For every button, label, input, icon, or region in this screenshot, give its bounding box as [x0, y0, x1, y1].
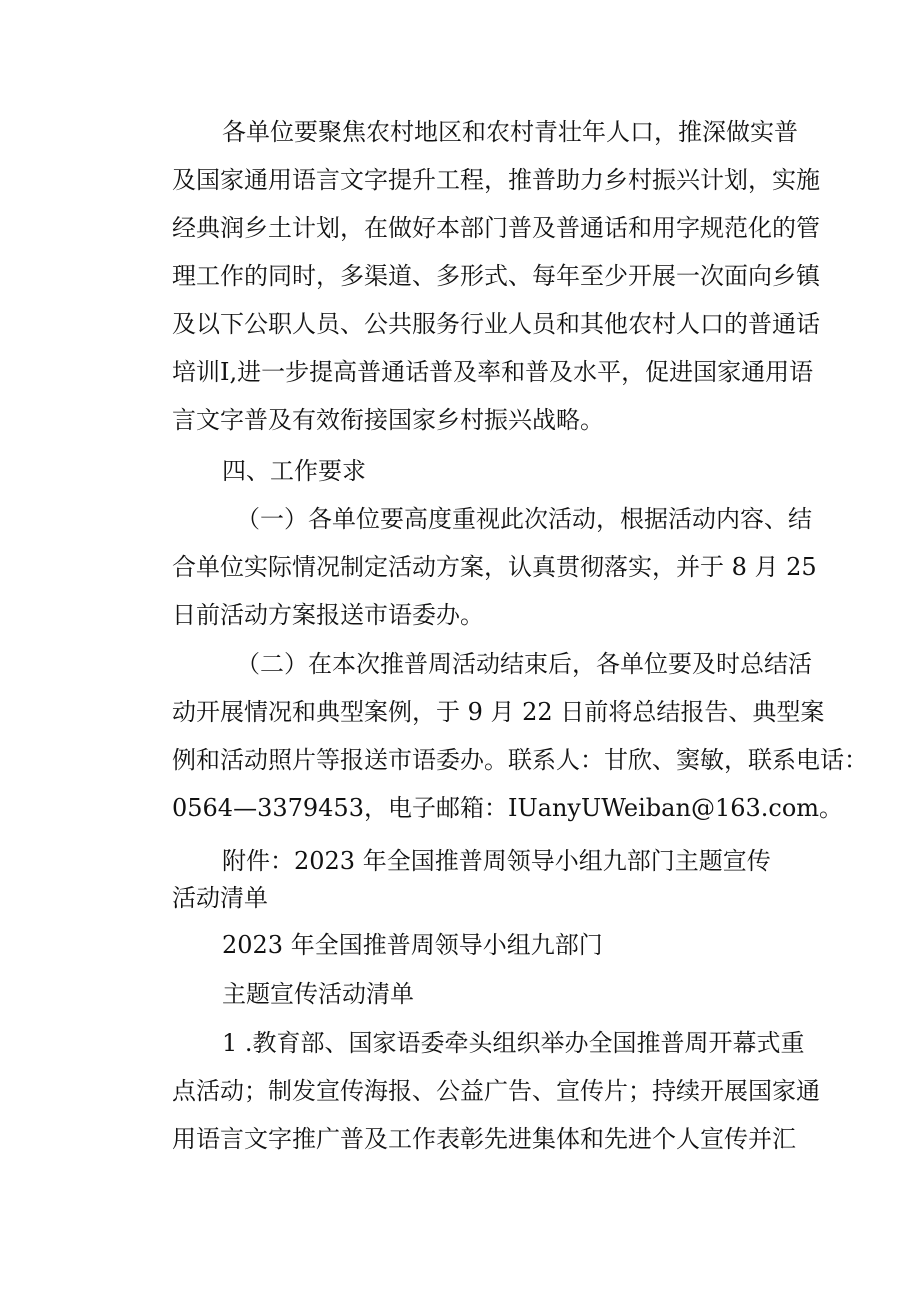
item-2-line-3: 例和活动照片等报送市语委办。联系人：甘欣、窦敏，联系电话： — [172, 746, 868, 774]
list-title-line-2: 主题宣传活动清单 — [222, 980, 414, 1008]
paragraph-1-line-1: 各单位要聚焦农村地区和农村青壮年人口，推深做实普 — [222, 118, 798, 146]
item-1-line-1: （一）各单位要高度重视此次活动，根据活动内容、结 — [236, 505, 812, 533]
attachment-line-2: 活动清单 — [172, 884, 268, 912]
paragraph-1-line-6: 培训I,进一步提高普通话普及率和普及水平，促进国家通用语 — [172, 358, 814, 386]
list-item-1-line-2: 点活动；制发宣传海报、公益广告、宣传片；持续开展国家通 — [172, 1077, 820, 1105]
item-1-line-3: 日前活动方案报送市语委办。 — [172, 601, 484, 629]
section-heading: 四、工作要求 — [222, 457, 366, 485]
paragraph-1-line-2: 及国家通用语言文字提升工程，推普助力乡村振兴计划，实施 — [172, 166, 820, 194]
item-1-line-2: 合单位实际情况制定活动方案，认真贯彻落实，并于 8 月 25 — [172, 553, 817, 581]
item-2-line-4: 0564—3379453，电子邮箱：IUanyUWeiban@163.com。 — [172, 794, 844, 822]
paragraph-1-line-3: 经典润乡土计划，在做好本部门普及普通话和用字规范化的管 — [172, 214, 820, 242]
paragraph-1-line-4: 理工作的同时，多渠道、多形式、每年至少开展一次面向乡镇 — [172, 262, 820, 290]
list-item-1-line-3: 用语言文字推广普及工作表彰先进集体和先进个人宣传并汇 — [172, 1125, 796, 1153]
paragraph-1-line-5: 及以下公职人员、公共服务行业人员和其他农村人口的普通话 — [172, 310, 820, 338]
attachment-line-1: 附件：2023 年全国推普周领导小组九部门主题宣传 — [222, 847, 771, 875]
item-2-line-1: （二）在本次推普周活动结束后，各单位要及时总结活 — [236, 650, 812, 678]
paragraph-1-line-7: 言文字普及有效衔接国家乡村振兴战略。 — [172, 406, 604, 434]
item-2-line-2: 动开展情况和典型案例，于 9 月 22 日前将总结报告、典型案 — [172, 698, 825, 726]
list-item-1-line-1: 1 .教育部、国家语委牵头组织举办全国推普周开幕式重 — [222, 1029, 805, 1057]
list-title-line-1: 2023 年全国推普周领导小组九部门 — [222, 931, 603, 959]
